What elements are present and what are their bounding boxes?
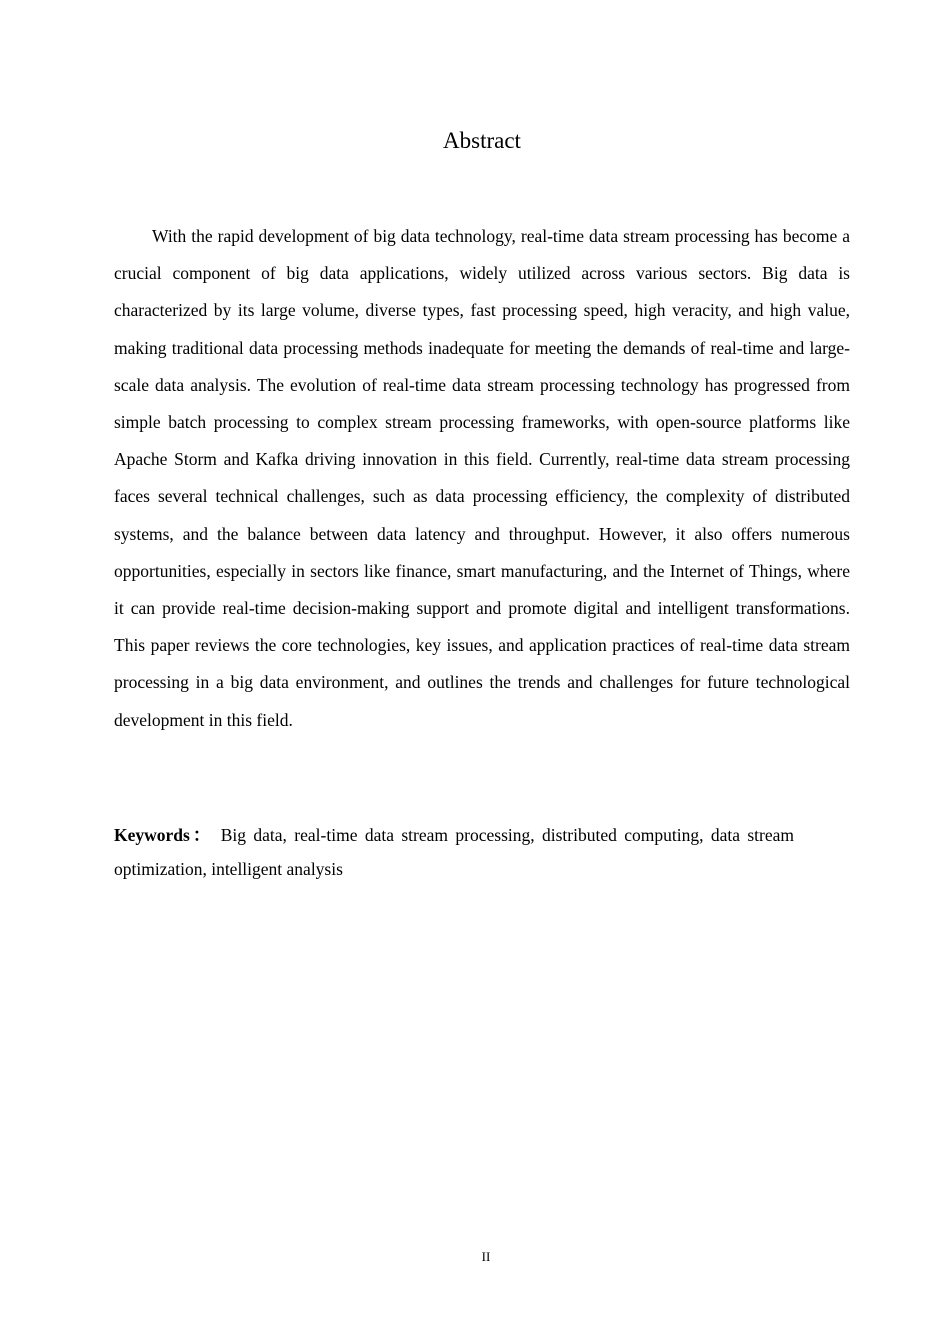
- keywords-list: Big data, real-time data stream processing, distributed computing, data stream optimization, intelligent analysis: [114, 825, 795, 879]
- abstract-title: Abstract: [443, 128, 521, 153]
- keywords-label: Keywords：: [114, 825, 214, 845]
- abstract-paragraph: With the rapid development of big data technology, real-time data stream processing has become a crucial component of big data applications, widely utilized across various sectors. Big data is characterized by its large volume, diverse types, fast processing speed, high veracity, and high value, making traditional data processing methods inadequate for meeting the demands of real-time and large-scale data analysis. The evolution of real-time data stream processing technology has progressed from simple batch processing to complex stream processing frameworks, with open-source platforms like Apache Storm and Kafka driving innovation in this field. Currently, real-time data stream processing faces several technical challenges, such as data processing efficiency, the complexity of distributed systems, and the balance between data latency and throughput. However, it also offers numerous opportunities, especially in sectors like finance, smart manufacturing, and the Internet of Things, where it can provide real-time decision-making support and promote digital and intelligent transformations. This paper reviews the core technologies, key issues, and application practices of real-time data stream processing in a big data environment, and outlines the trends and challenges for future technological development in this field.: [114, 226, 850, 730]
- keywords-section: [114, 818, 794, 886]
- page-number: II: [481, 1249, 491, 1264]
